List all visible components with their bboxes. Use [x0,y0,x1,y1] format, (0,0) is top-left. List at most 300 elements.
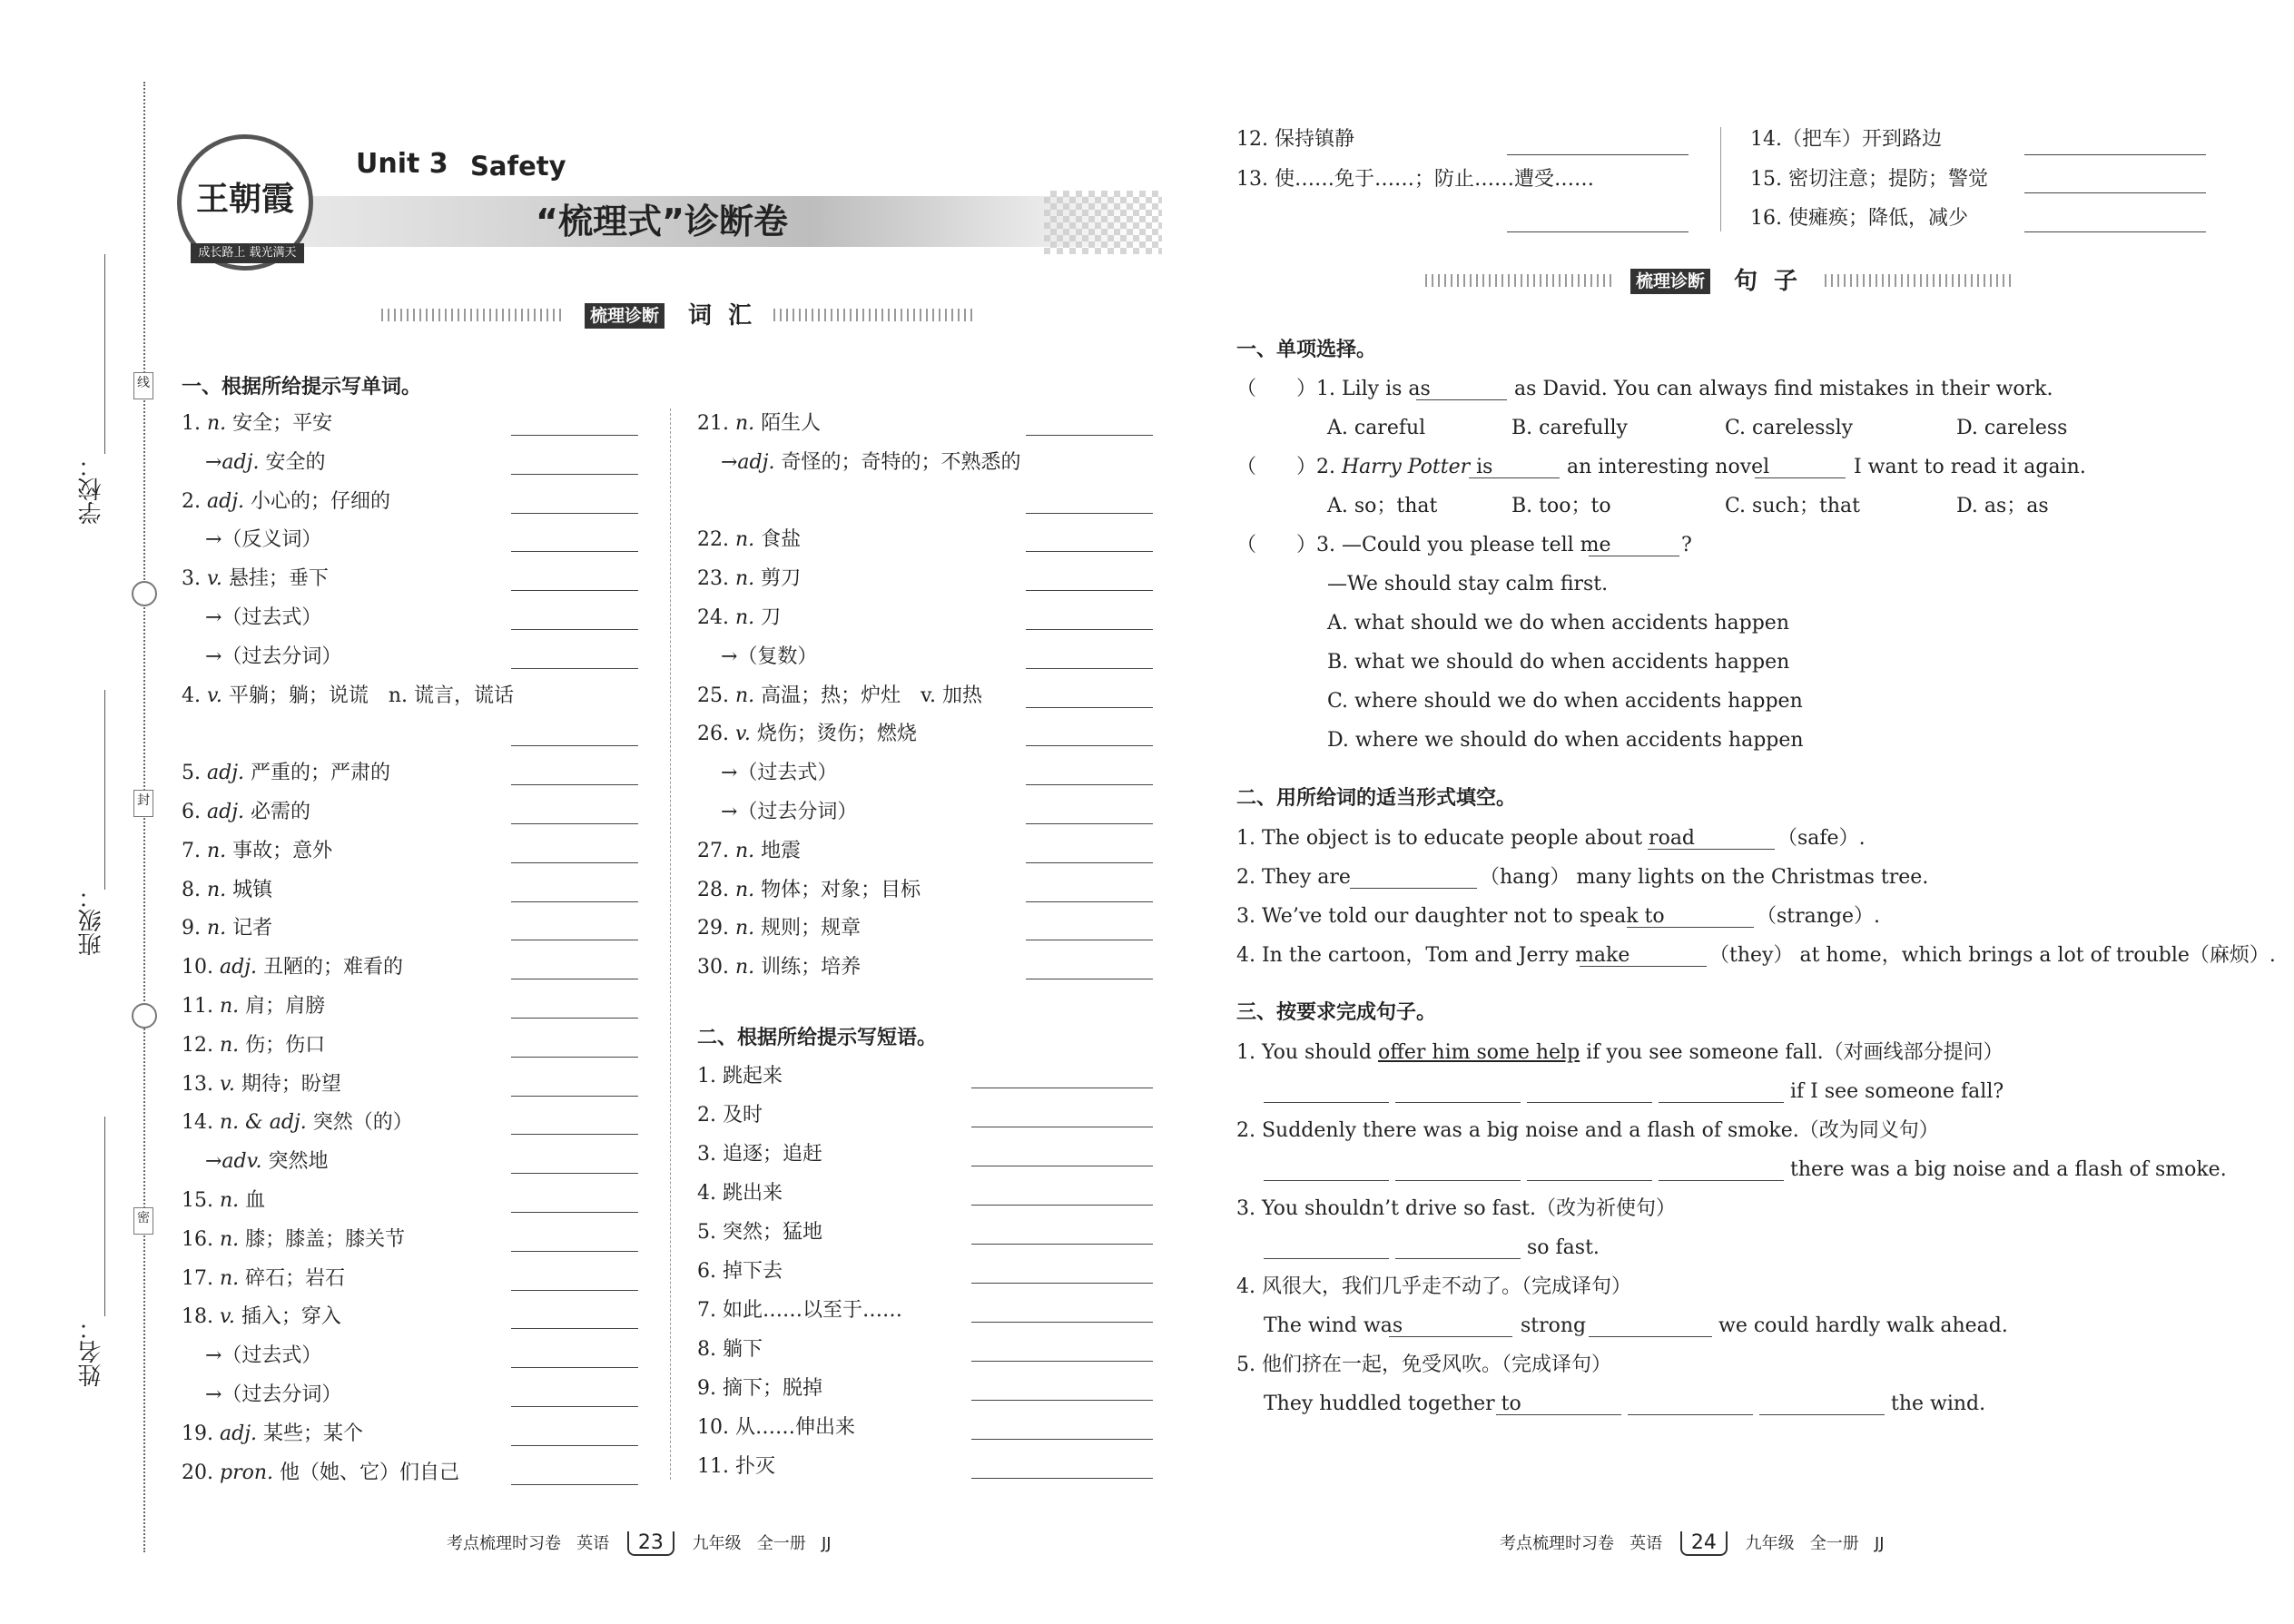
mc-q2-option-c[interactable]: C. such；that [1725,495,1860,517]
page-number-right: 24 [1680,1531,1728,1556]
vocab-meaning: 陌生人 [761,412,822,435]
q4-a: The wind was [1264,1314,1403,1337]
vocab-meaning: 悬挂；垂下 [228,567,329,591]
answer-line[interactable] [511,1018,638,1019]
fill-3-a: 3. We’ve told our daughter not to speak to [1236,905,1665,928]
q1-b: if you see someone fall.（对画线部分提问） [1580,1041,2004,1064]
vocab-meaning: 城镇 [232,878,273,901]
vocab-item [182,566,329,592]
vocab-num: 12. [182,1033,213,1057]
q5-a: They huddled together to [1264,1393,1521,1415]
answer-line[interactable] [511,590,638,591]
vocab-item [182,1422,363,1447]
blank[interactable] [1389,1336,1512,1337]
vocab-num: 28. [697,878,729,901]
blank[interactable] [1759,1414,1885,1415]
vocab-item [182,916,272,941]
vocab-item [697,722,917,747]
vocab-pos: n. [735,878,755,901]
vocab-pos: adj. [220,1422,258,1445]
vocab-item [205,1343,321,1369]
vocab-item [182,1461,459,1486]
blank[interactable] [1648,849,1775,850]
q1-underlined: offer him some help [1378,1041,1580,1064]
vocab-meaning: 安全；平安 [232,412,333,435]
binding-knot-2 [132,1003,157,1029]
answer-line[interactable] [511,629,638,630]
blank[interactable] [1264,1180,1389,1181]
fill-4-b: （they） at home，which brings a lot of trouble（麻烦）. [1709,944,2276,967]
vocab-num: 5. [182,762,201,785]
vocab-item [182,761,390,786]
answer-line[interactable] [511,1096,638,1097]
vocab-num: 25. [697,684,729,707]
unit-number: Unit 3 [356,148,448,180]
blank[interactable] [1755,477,1846,478]
vocab-meaning: 必需的 [251,801,311,823]
answer-line[interactable] [971,1361,1153,1362]
footer-right [1500,1530,1885,1556]
vocab-item [182,1033,325,1058]
q1-a: 1. You should [1236,1041,1378,1064]
phrase-item: 11. 扑灭 [697,1455,775,1478]
fill-2-a: 2. They are [1236,866,1351,889]
vocab-pos: n. [220,1266,240,1290]
phrase-item: 7. 如此……以至于…… [697,1299,902,1322]
vocab-meaning: 他（她、它）们自己 [280,1461,460,1484]
vocab-meaning: 期待；盼望 [241,1072,341,1096]
answer-line[interactable] [511,1484,638,1485]
logo-text: 王朝霞 [195,180,294,218]
answer-line[interactable] [511,784,638,785]
q5-b: the wind. [1891,1393,1986,1415]
blank[interactable] [1469,477,1560,478]
answer-line[interactable] [511,1406,638,1407]
vocab-num: 29. [697,917,729,940]
vocab-pos: n. [220,1189,240,1212]
footer-grade: 九年级 [692,1534,742,1553]
vocab-num: 21. [697,412,729,435]
blank[interactable] [1264,1102,1389,1103]
vocab-item [697,878,921,903]
fill-4-a: 4. In the cartoon，Tom and Jerry make [1236,944,1630,967]
phrase-item: 3. 追逐；追赶 [697,1143,822,1166]
vocab-pos: n. [207,839,227,862]
vocab-meaning: →（过去式） [205,606,322,629]
vocab-item [721,645,817,670]
blank[interactable] [1628,1414,1753,1415]
q4-b: strong [1521,1314,1587,1337]
name-label: 姓名： [78,1316,105,1387]
vocab-meaning: 膝；膝盖；膝关节 [245,1227,406,1251]
answer-line[interactable] [1507,231,1689,232]
complete-title: 三、按要求完成句子。 [1236,1001,1437,1024]
tag-line: 线 [133,372,153,399]
answer-line[interactable] [511,435,638,436]
answer-line[interactable] [1026,745,1153,746]
mc-q2-stem-d: I want to read it again. [1854,456,2086,478]
answer-line[interactable] [511,745,638,746]
answer-line[interactable] [2024,154,2206,155]
footer-edition: JJ [821,1534,832,1553]
footer-subject: 英语 [576,1534,610,1553]
vocab-pos: n. [735,412,755,435]
part2-title: 二、根据所给提示写短语。 [697,1027,938,1049]
complete-q2-tail: there was a big noise and a flash of smoke. [1790,1158,2227,1181]
complete-q3: 3. You shouldn’t drive so fast.（改为祈使句） [1236,1197,1676,1220]
logo-ribbon: 成长路上 载光满天 [191,243,304,263]
vocab-item-13: 13. 使……免于……；防止……遭受…… [1236,168,1594,191]
vocab-num: 8. [182,878,201,901]
vocab-item [721,761,837,786]
vocab-num: 13. [182,1072,213,1096]
fill-1-b: （safe）. [1777,827,1866,850]
mc-q3-option-a[interactable]: A. what should we do when accidents happen [1327,612,1789,635]
vocab-num: 20. [182,1461,213,1484]
vocab-pos: n. [207,917,227,940]
answer-line[interactable] [511,1328,638,1329]
vocab-pos: v. [207,684,222,707]
footer-series: 考点梳理时习卷 [447,1534,561,1553]
vocab-item [182,411,332,437]
mc-q3-stem-b: ? [1681,534,1692,556]
vocab-item-12: 12. 保持镇静 [1236,128,1354,151]
mc-q3-option-b[interactable]: B. what we should do when accidents happen [1327,651,1790,674]
footer-subject: 英语 [1629,1534,1663,1553]
vocab-meaning: 某些；某个 [263,1422,364,1445]
vocab-item [205,605,321,631]
phrase-item: 2. 及时 [697,1104,763,1127]
fill-3-b: （strange）. [1757,905,1881,928]
answer-line[interactable] [511,1212,638,1213]
section-title-sentence: 句子 [1734,268,1815,295]
complete-q5: 5. 他们挤在一起，免受风吹。（完成译句） [1236,1353,1611,1376]
vocab-num: 27. [697,839,729,862]
vocab-pos: n. [735,956,755,979]
vocab-num: 22. [697,528,729,552]
vocab-num: 23. [697,567,729,591]
vocab-pos: adj. [207,762,245,785]
complete-q3-tail: so fast. [1527,1236,1600,1259]
vocab-num: 18. [182,1305,213,1329]
vocab-meaning: →（过去分词） [205,1383,342,1406]
vocab-meaning: →（复数） [721,645,818,668]
answer-line[interactable] [1026,513,1153,514]
vocab-pos: adj. [207,489,245,513]
section-badge-vocab: 梳理诊断 [585,303,665,329]
school-line [104,254,105,454]
vocab-item [697,566,801,592]
footer-volume: 全一册 [756,1534,806,1553]
vocab-pos: adj. [207,801,245,823]
answer-line[interactable] [1026,629,1153,630]
vocab-item [697,605,781,631]
mc-q2-option-a[interactable]: A. so；that [1327,495,1438,517]
vocab-item [182,878,272,903]
vocab-pos: n. [220,995,240,1018]
answer-line[interactable] [511,901,638,902]
mc-q3-reply: —We should stay calm first. [1327,573,1609,595]
answer-line[interactable] [511,862,638,863]
vocab-num: 30. [697,956,729,979]
answer-line[interactable] [511,668,638,669]
blank[interactable] [1659,1102,1784,1103]
vocab-pos: n. [207,412,227,435]
vocab-meaning: 严重的；严肃的 [251,762,391,785]
answer-line[interactable] [971,1439,1153,1440]
vocab-num: 9. [182,917,201,940]
complete-q2: 2. Suddenly there was a big noise and a flash of smoke.（改为同义句） [1236,1119,1939,1142]
answer-line[interactable] [1507,154,1689,155]
answer-line[interactable] [971,1400,1153,1401]
vocab-pos: →adv. [205,1150,262,1174]
vocab-num: 17. [182,1266,213,1290]
blank[interactable] [1350,888,1477,889]
vocab-num: 7. [182,839,201,862]
footer-series: 考点梳理时习卷 [1500,1534,1614,1553]
mc-q1-option-d[interactable]: D. careless [1956,417,2068,439]
vocab-item [205,1383,341,1408]
complete-q1-tail: if I see someone fall? [1790,1080,2004,1103]
mc-title: 一、单项选择。 [1236,339,1377,361]
answer-line[interactable] [511,1134,638,1135]
answer-line[interactable] [511,1057,638,1058]
vocab-item [182,1227,405,1253]
answer-line[interactable] [511,1367,638,1368]
mc-q3-option-d[interactable]: D. where we should do when accidents happen [1327,729,1804,752]
tag-seal: 封 [133,790,153,817]
vocab-meaning: 碎石；岩石 [245,1266,346,1290]
vocab-meaning: 事故；意外 [232,839,333,862]
answer-line[interactable] [511,1445,638,1446]
blank[interactable] [1416,399,1507,400]
answer-line[interactable] [511,1290,638,1291]
vocab-meaning: 突然（的） [312,1111,413,1135]
phrase-item: 10. 从……伸出来 [697,1416,855,1439]
vocab-pos: n. [735,917,755,940]
vocab-num: 6. [182,801,201,823]
mc-q1-option-c[interactable]: C. carelessly [1725,417,1854,439]
vocab-meaning: →（过去分词） [205,645,342,668]
mc-q2-option-b[interactable]: B. too；to [1511,495,1611,517]
vocab-meaning: 地震 [761,839,802,862]
mc-q1-option-a[interactable]: A. careful [1327,417,1426,439]
vocab-num: 3. [182,567,201,591]
part1-title: 一、根据所给提示写单词。 [182,376,422,399]
answer-line[interactable] [971,1244,1153,1245]
vocab-item [205,527,321,553]
vocab-meaning: 奇怪的；奇特的；不熟悉的 [781,450,1021,474]
answer-line[interactable] [2024,231,2206,232]
blank[interactable] [1527,1180,1652,1181]
vocab-num: 11. [182,995,213,1018]
class-label: 班级： [78,885,105,956]
vocab-item [697,839,801,864]
school-label: 学校： [78,454,105,525]
vocab-meaning: 安全的 [265,450,326,474]
binding-knot-1 [132,581,157,606]
answer-line[interactable] [1026,590,1153,591]
mc-q2-stem-a [1236,455,1492,480]
section-dots-left [381,309,563,321]
answer-line[interactable] [1026,784,1153,785]
vocab-item-15: 15. 密切注意；提防；警觉 [1750,168,1988,191]
phrase-item: 5. 突然；猛地 [697,1221,822,1244]
mc-q2-is: is [1470,456,1493,478]
vocab-meaning: 规则；规章 [761,917,861,940]
vocab-item [205,645,341,670]
phrase-item: 8. 躺下 [697,1338,763,1361]
answer-line[interactable] [1026,707,1153,708]
vocab-item [721,450,1020,476]
section-dots-left-2 [1425,274,1616,287]
vocab-item [205,1149,328,1175]
vocab-item [182,1188,265,1214]
vocab-item [182,1266,345,1292]
vocab-num: 1. [182,412,201,435]
vocab-pos: n. [735,567,755,591]
vocab-item [697,916,861,941]
unit-title: Safety [470,151,566,182]
vocab-item [182,489,390,515]
tag-secret: 密 [133,1207,153,1235]
phrase-item: 4. 跳出来 [697,1182,783,1205]
footer-volume: 全一册 [1809,1534,1859,1553]
answer-line[interactable] [971,1283,1153,1284]
vocab-num: 16. [182,1227,213,1251]
vocab-pos: pron. [220,1461,274,1484]
vocab-pos: n. & adj. [220,1111,307,1135]
answer-line[interactable] [511,474,638,475]
vocab-item [697,527,801,553]
phrase-item: 1. 跳起来 [697,1065,783,1088]
vocab-pos: v. [220,1305,235,1329]
vocab-item [205,450,325,476]
vocab-meaning: →（过去式） [205,1344,322,1368]
binding-line [143,82,145,1552]
vocab-pos: n. [220,1033,240,1057]
answer-line[interactable] [1026,435,1153,436]
answer-line[interactable] [1026,823,1153,824]
mc-q1-option-b[interactable]: B. carefully [1511,417,1628,439]
vocab-pos: v. [207,567,222,591]
vocab-item [182,1304,341,1330]
blank[interactable] [1627,927,1754,928]
blank[interactable] [1496,1414,1621,1415]
section-badge-sentence: 梳理诊断 [1630,269,1710,294]
mc-q2-stem-c: an interesting novel [1567,456,1770,478]
mc-q2-option-d[interactable]: D. as；as [1956,495,2049,517]
fill-1-a: 1. The object is to educate people about road [1236,827,1696,850]
answer-line[interactable] [1026,901,1153,902]
vocab-item [697,411,821,437]
vocab-pos: v. [220,1072,235,1096]
answer-line[interactable] [971,1478,1153,1479]
answer-line[interactable] [971,1205,1153,1206]
vocab-item [182,1110,413,1136]
vocab-item [182,684,514,709]
vocab-num: 4. [182,684,201,707]
vocab-meaning: 血 [245,1189,266,1212]
blank[interactable] [1527,1102,1652,1103]
blank[interactable] [1580,966,1707,967]
vocab-num: 2. [182,489,201,513]
vocab-meaning: 小心的；仔细的 [251,489,391,513]
vocab-pos: →adj. [205,450,260,474]
q4-c: we could hardly walk ahead. [1718,1314,2008,1337]
vocab-meaning: 剪刀 [761,567,802,591]
fill-2-b: （hang） many lights on the Christmas tree. [1480,866,1929,889]
vocab-item [182,994,325,1019]
mc-q3-stem-a: （ ）3. —Could you please tell me [1236,534,1611,556]
mc-q1-stem-b: as David. You can always find mistakes in their work. [1514,378,2053,400]
header-checker-pattern [1044,191,1162,254]
answer-line[interactable] [1026,862,1153,863]
answer-line[interactable] [971,1322,1153,1323]
vocab-meaning: 物体；对象；目标 [761,878,921,901]
vocab-pos: n. [735,528,755,552]
footer-edition: JJ [1874,1534,1885,1553]
mc-q2-book: Harry Potter [1341,456,1471,478]
blank[interactable] [1589,1336,1712,1337]
vocab-pos: n. [735,839,755,862]
vocab-pos: →adj. [721,450,775,474]
vocab-pos: n. [220,1227,240,1251]
mc-q2-prefix: （ ）2. [1236,456,1342,478]
vocab-num: 19. [182,1422,213,1445]
vocab-item-14: 14.（把车）开到路边 [1750,128,1942,151]
vocab-num: 26. [697,723,729,746]
answer-line[interactable] [511,513,638,514]
vocab-num: 14. [182,1111,213,1135]
mc-q3-option-c[interactable]: C. where should we do when accidents happen [1327,690,1803,713]
vocab-meaning: 食盐 [761,528,802,552]
answer-line[interactable] [1026,551,1153,552]
answer-line[interactable] [1026,668,1153,669]
vocab-meaning: →（反义词） [205,528,322,552]
vocab-item [182,955,403,980]
vocab-pos: n. [735,606,755,629]
vocab-meaning: →（过去式） [721,762,838,785]
blank[interactable] [1395,1102,1521,1103]
vocab-item [697,955,861,980]
phrase-item: 6. 掉下去 [697,1260,783,1283]
blank[interactable] [1395,1258,1521,1259]
answer-line[interactable] [511,551,638,552]
vocab-meaning: 伤；伤口 [245,1033,326,1057]
vocab-meaning: 平躺；躺；说谎 n. 谎言，谎话 [228,684,514,707]
section-dots-right [773,309,973,321]
page-number-left: 23 [627,1531,674,1556]
vocab-item [182,800,310,825]
vocab-meaning: 插入；穿入 [241,1305,341,1329]
fill-title: 二、用所给词的适当形式填空。 [1236,787,1517,810]
blank[interactable] [1659,1180,1784,1181]
section-title-vocab: 词汇 [688,302,769,330]
answer-line[interactable] [2024,192,2206,193]
blank[interactable] [1395,1180,1521,1181]
top-separator [1720,127,1721,231]
answer-line[interactable] [511,1251,638,1252]
vocab-pos: n. [735,684,755,707]
blank[interactable] [1264,1258,1389,1259]
vocab-meaning: 记者 [232,917,273,940]
answer-line[interactable] [511,823,638,824]
vocab-pos: adj. [220,956,258,979]
footer-left [447,1530,832,1556]
vocab-num: 24. [697,606,729,629]
answer-line[interactable] [511,1173,638,1174]
